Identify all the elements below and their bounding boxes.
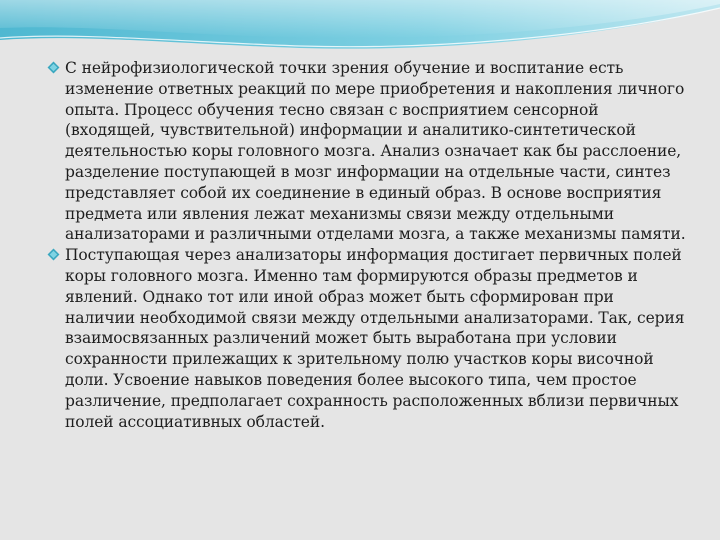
- bullet-list: [47, 58, 687, 432]
- bullet-text: Поступающая через анализаторы информация достигает первичных полей коры головного мозга. Именно там формируются образы предметов и явлений. Однако тот или иной образ может быть сформирован при наличии необходимой связи между отдельными анализаторами. Так, серия взаимосвязанных различений может быть выработана при условии сохранности прилежащих к зрительному полю участков коры височной доли. Усвоение навыков поведения более высокого типа, чем простое различение, предполагает сохранность расположенных вблизи первичных полей ассоциативных областей.: [65, 246, 685, 431]
- bullet-item-2: [47, 245, 687, 432]
- bullet-text: С нейрофизиологической точки зрения обучение и воспитание есть изменение ответных реакций по мере приобретения и накопления личного опыта. Процесс обучения тесно связан с восприятием сенсорной (входящей, чувствительной) информации и аналитико-синтетической деятельностью коры головного мозга. Анализ означает как бы расслоение, разделение поступающей в мозг информации на отдельные части, синтез представляет собой их соединение в единый образ. В основе восприятия предмета или явления лежат механизмы связи между отдельными анализаторами и различными отделами мозга, а также механизмы памяти.: [65, 59, 686, 244]
- bullet-item-1: [47, 58, 687, 245]
- teal-diamond-bullet-icon: [47, 248, 60, 261]
- header-wave-decoration: [0, 0, 720, 60]
- teal-diamond-bullet-icon: [47, 61, 60, 74]
